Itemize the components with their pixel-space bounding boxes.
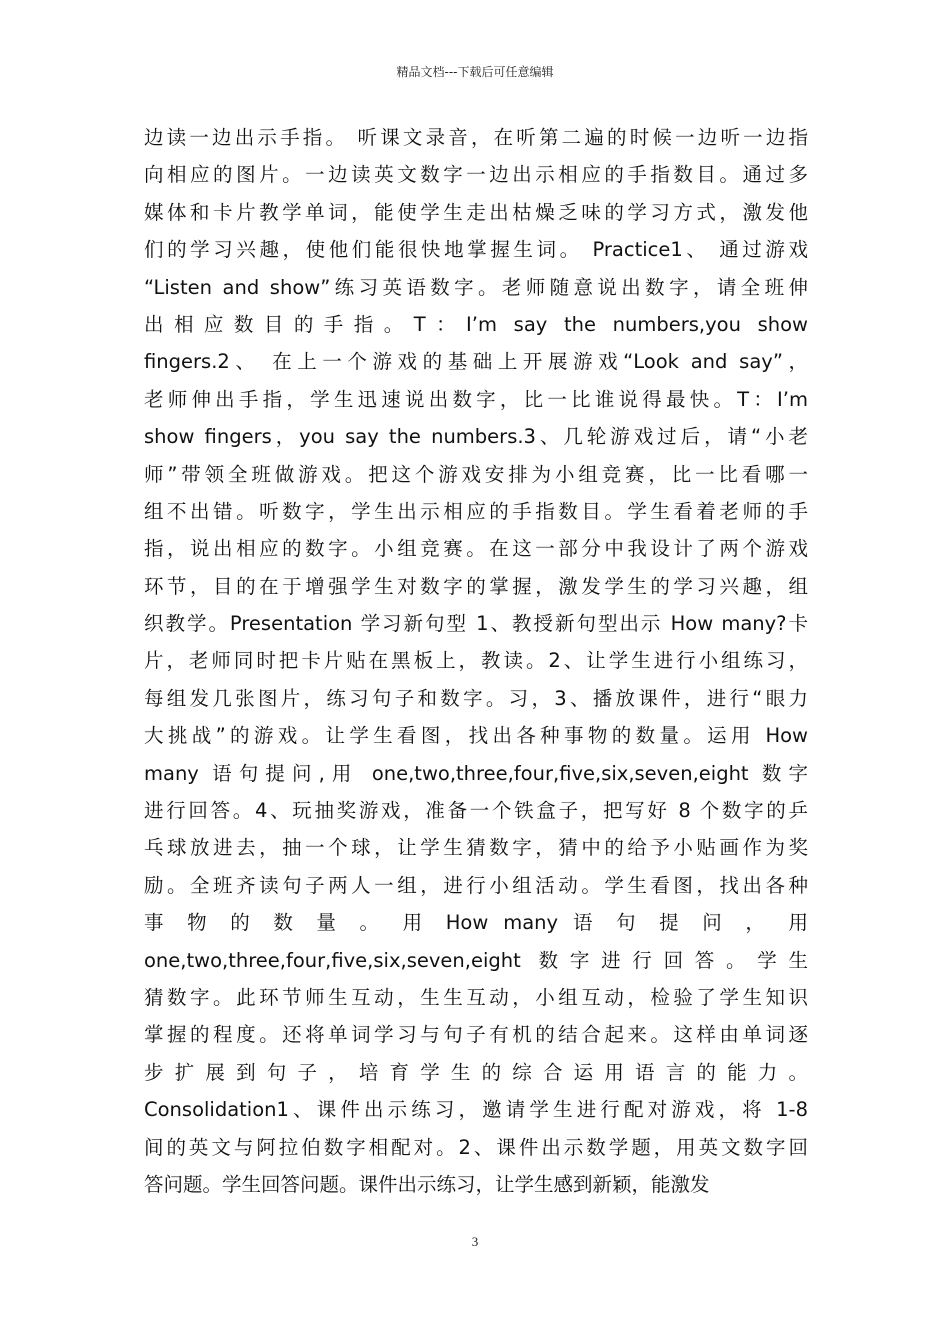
text-line: 老师伸出手指，学生迅速说出数字，比一比谁说得最快。T：I’m — [144, 387, 808, 411]
page-number: 3 — [471, 1234, 479, 1249]
text-line: 事 物 的 数 量 。 用 How many 语 句 提 问 ， 用 — [144, 911, 808, 935]
text-line: many 语句提问,用 one,two,three,four,five,six,seven,eight 数字 — [144, 761, 808, 785]
text-line: 师”带领全班做游戏。把这个游戏安排为小组竞赛，比一比看哪一 — [144, 462, 808, 486]
text-line: 组不出错。听数字，学生出示相应的手指数目。学生看着老师的手 — [144, 499, 808, 523]
text-line: 们的学习兴趣，使他们能很快地掌握生词。 Practice1、 通过游戏 — [144, 238, 808, 262]
text-line: 猜数字。此环节师生互动，生生互动，小组互动，检验了学生知识 — [144, 985, 808, 1009]
text-line: 乓球放进去，抽一个球，让学生猜数字，猜中的给予小贴画作为奖 — [144, 836, 808, 860]
text-line: Consolidation1、课件出示练习，邀请学生进行配对游戏，将 1-8 — [144, 1098, 808, 1122]
text-line: 片，老师同时把卡片贴在黑板上，教读。2、让学生进行小组练习， — [144, 649, 808, 673]
text-line: one,two,three,four,five,six,seven,eight 数字进行回答。学生 — [144, 948, 808, 972]
text-line: 大挑战”的游戏。让学生看图，找出各种事物的数量。运用 How — [144, 724, 808, 748]
text-line: 出相应数目的手指。T：I’m say the numbers,you show — [144, 312, 808, 336]
text-line: 励。全班齐读句子两人一组，进行小组活动。学生看图，找出各种 — [144, 873, 808, 897]
text-line: 步 扩 展 到 句 子 ， 培 育 学 生 的 综 合 运 用 语 言 的 能 力 。 — [144, 1060, 808, 1084]
text-line: 向相应的图片。一边读英文数字一边出示相应的手指数目。通过多 — [144, 163, 808, 187]
text-line: 织教学。Presentation 学习新句型 1、教授新句型出示 How many?卡 — [144, 612, 808, 636]
text-line: 间的英文与阿拉伯数字相配对。2、课件出示数学题，用英文数字回 — [144, 1135, 808, 1159]
body-text — [144, 119, 808, 1203]
text-line: 答问题。学生回答问题。课件出示练习，让学生感到新颖，能激发 — [144, 1172, 710, 1196]
text-line: 媒体和卡片教学单词，能使学生走出枯燥乏味的学习方式，激发他 — [144, 200, 808, 224]
text-line: 边读一边出示手指。 听课文录音，在听第二遍的时候一边听一边指 — [144, 126, 808, 149]
text-line: 每组发几张图片，练习句子和数字。习，3、播放课件，进行“眼力 — [144, 686, 808, 710]
text-line: 环节，目的在于增强学生对数字的掌握，激发学生的学习兴趣，组 — [144, 574, 808, 598]
text-line: 指，说出相应的数字。小组竞赛。在这一部分中我设计了两个游戏 — [144, 537, 808, 561]
text-line: 掌握的程度。还将单词学习与句子有机的结合起来。这样由单词逐 — [144, 1023, 808, 1047]
text-line: 进行回答。4、玩抽奖游戏，准备一个铁盒子，把写好 8 个数字的乒 — [144, 799, 808, 823]
text-line: “Listen and show”练习英语数字。老师随意说出数字，请全班伸 — [144, 275, 808, 299]
text-line: fingers.2、 在上一个游戏的基础上开展游戏“Look and say”， — [144, 350, 808, 374]
text-line: show fingers，you say the numbers.3、几轮游戏过后，请“小老 — [144, 425, 808, 449]
page-header: 精品文档---下载后可任意编辑 — [396, 65, 554, 79]
